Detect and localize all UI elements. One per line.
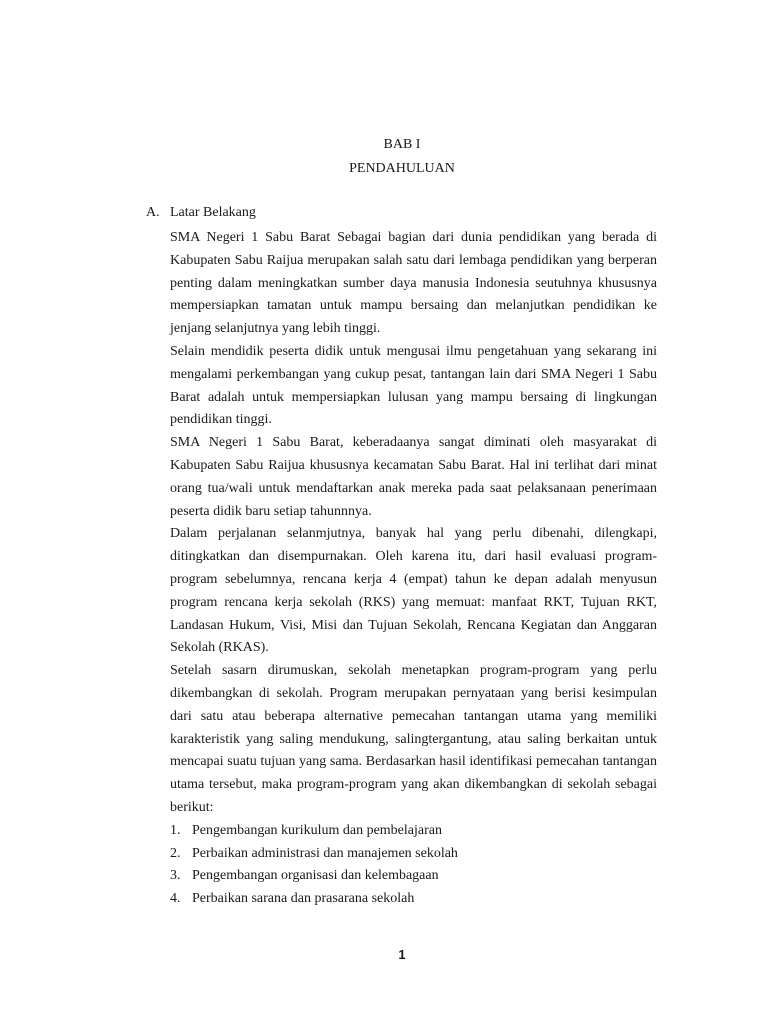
chapter-number: BAB I [383, 137, 421, 152]
list-item [170, 843, 657, 866]
list-item [170, 888, 657, 911]
list-item-text: Perbaikan administrasi dan manajemen sekolah [192, 845, 458, 861]
list-item-text: Pengembangan kurikulum dan pembelajaran [192, 822, 442, 838]
section-letter: A. [146, 205, 160, 220]
program-list [170, 820, 657, 911]
paragraph: SMA Negeri 1 Sabu Barat, keberadaanya sangat diminati oleh masyarakat di Kabupaten Sabu Raijua khususnya kecamatan Sabu Barat. Hal ini terlihat dari minat orang tua/wali untuk mendaftarkan anak mereka pada saat pelaksanaan penerimaan peserta didik baru setiap tahunnnya. [170, 435, 657, 519]
paragraph: Dalam perjalanan selanmjutnya, banyak hal yang perlu dibenahi, dilengkapi, ditingkatkan dan disempurnakan. Oleh karena itu, dari hasil evaluasi program-program sebelumnya, rencana kerja 4 (empat) tahun ke depan adalah menyusun program rencana kerja sekolah (RKS) yang memuat: manfaat RKT, Tujuan RKT, Landasan Hukum, Visi, Misi dan Tujuan Sekolah, Rencana Kegiatan dan Anggaran Sekolah (RKAS). [170, 526, 657, 656]
page-number: 1 [398, 947, 406, 962]
paragraph: Selain mendidik peserta didik untuk mengusai ilmu pengetahuan yang sekarang ini mengalami perkembangan yang cukup pesat, tantangan lain dari SMA Negeri 1 Sabu Barat adalah untuk mempersiapkan lulusan yang mampu bersaing di lingkungan pendidikan tinggi. [170, 343, 657, 428]
list-item-number: 4. [170, 891, 181, 907]
list-item-text: Perbaikan sarana dan prasarana sekolah [192, 891, 415, 907]
section-title: Latar Belakang [170, 205, 256, 220]
list-item-text: Pengembangan organisasi dan kelembagaan [192, 868, 439, 884]
chapter-title: PENDAHULUAN [349, 161, 455, 176]
list-item [170, 820, 657, 843]
paragraph: SMA Negeri 1 Sabu Barat Sebagai bagian dari dunia pendidikan yang berada di Kabupaten Sabu Raijua merupakan salah satu dari lembaga pendidikan yang berperan penting dalam meningkatkan sumber daya manusia Indonesia seutuhnya khususnya mempersiapkan tamatan untuk mampu bersaing dan melanjutkan pendidikan ke jenjang selanjutnya yang lebih tinggi. [170, 230, 657, 337]
section-heading [146, 205, 256, 221]
section-body [170, 227, 657, 911]
list-item-number: 1. [170, 822, 181, 838]
list-item [170, 865, 657, 888]
list-item-number: 3. [170, 868, 181, 884]
list-item-number: 2. [170, 845, 181, 861]
paragraph: Setelah sasarn dirumuskan, sekolah menetapkan program-program yang perlu dikembangkan di sekolah. Program merupakan pernyataan yang berisi kesimpulan dari satu atau beberapa alternative pemecahan tantangan utama yang memiliki karakteristik yang saling mendukung, salingtergantung, atau saling berkaitan untuk mencapai suatu tujuan yang sama. Berdasarkan hasil identifikasi pemecahan tantangan utama tersebut, maka program-program yang akan dikembangkan di sekolah sebagai berikut: [170, 663, 657, 815]
